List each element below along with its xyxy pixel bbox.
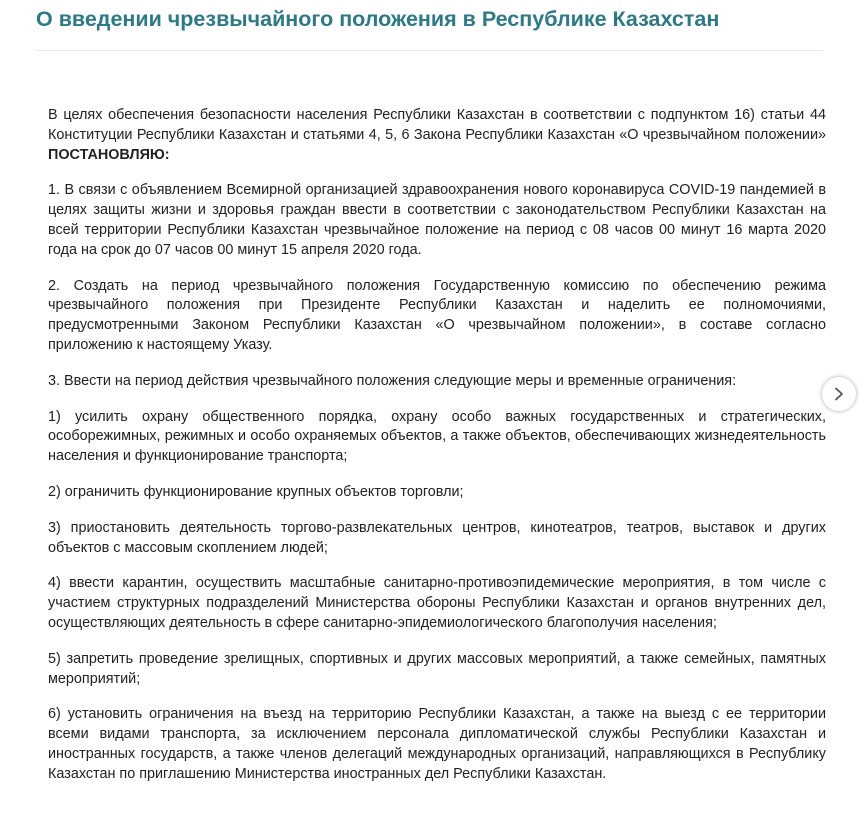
preamble-paragraph <box>48 106 826 165</box>
carousel-dot[interactable] <box>406 800 412 806</box>
paragraph-3: 3. Ввести на период действия чрезвычайного положения следующие меры и временные ограничения: <box>48 372 737 389</box>
paragraph-1: 1. В связи с объявлением Всемирной организацией здравоохранения нового коронавируса COVID-19 пандемией в целях защиты жизни и здоровья граждан ввести в соответствии с законодательством Республики Казахстан на всей территории Республики Казахстан чрезвычайное положение на период с 08 часов 00 минут 16 марта 2020 года на срок до 07 часов 00 минут 15 апреля 2020 года. <box>48 182 826 258</box>
subitem-1: 1) усилить охрану общественного порядка, охрану особо важных государственных и стратегических, особорежимных, режимных и особо охраняемых объектов, а также объектов, обеспечивающих жизнедеятельность населения и функционирование транспорта; <box>48 408 826 465</box>
subitem-4: 4) ввести карантин, осуществить масштабные санитарно-противоэпидемические мероприятия, в том числе с участием структурных подразделений Министерства обороны Республики Казахстан и органов внутренних дел, осуществляющих деятельность в сфере санитарно-эпидемиологического благополучия населения; <box>48 575 826 631</box>
document-body <box>48 106 826 785</box>
document-title: О введении чрезвычайного положения в Республике Казахстан <box>36 7 720 31</box>
chevron-right-icon <box>833 387 845 401</box>
subitem-2: 2) ограничить функционирование крупных объектов торговли; <box>48 483 464 500</box>
paragraph-2: 2. Создать на период чрезвычайного положения Государственную комиссию по обеспечению режима чрезвычайного положения при Президенте Республики Казахстан и наделить ее полномочиями, предусмотренными Законом Республики Казахстан «О чрезвычайном положении», в составе согласно приложению к настоящему Указу. <box>48 277 826 353</box>
subitem-6: 6) установить ограничения на въезд на территорию Республики Казахстан, а также на выезд с ее территории всеми видами транспорта, за исключением персонала дипломатической службы Республики Казахстан и иностранных государств, а также членов делегаций международных организаций, направляющихся в Республику Казахстан по приглашению Министерства иностранных дел Республики Казахстан. <box>48 706 826 782</box>
subitem-3: 3) приостановить деятельность торгово-развлекательных центров, кинотеатров, театров, выставок и других объектов с массовым скоплением людей; <box>48 519 826 556</box>
title-divider <box>36 50 823 51</box>
carousel-next-button[interactable] <box>822 377 856 411</box>
preamble-text: В целях обеспечения безопасности населения Республики Казахстан в соответствии с подпунктом 16) статьи 44 Конституции Республики Казахстан и статьями 4, 5, 6 Закона Республики Казахстан «О чрезвычайном положении» <box>48 107 826 143</box>
carousel-dot[interactable] <box>396 800 402 806</box>
carousel-dots <box>396 800 412 806</box>
subitem-5: 5) запретить проведение зрелищных, спортивных и других массовых мероприятий, а также семейных, памятных мероприятий; <box>48 650 826 687</box>
preamble-decree-word: ПОСТАНОВЛЯЮ: <box>48 146 170 163</box>
